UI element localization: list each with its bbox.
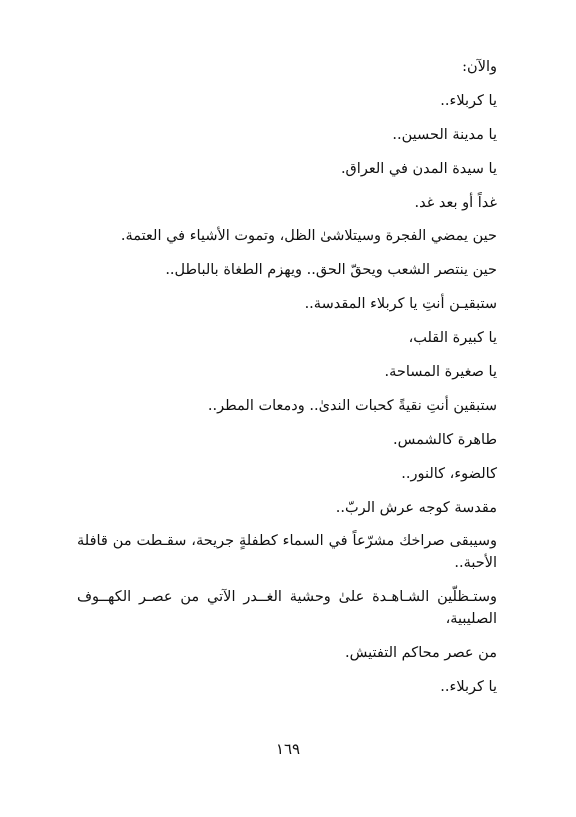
text-line: ستبقين أنتِ نقيةً كحبات الندىٰ.. ودمعات المطر..: [207, 397, 497, 414]
text-line: يا كربلاء..: [440, 92, 497, 109]
page-number: ١٦٩: [275, 740, 301, 758]
text-line: من عصر محاكم التفتيش.: [345, 645, 497, 662]
text-line: والآن:: [462, 59, 497, 75]
text-line: يا مدينة الحسين..: [392, 126, 497, 143]
text-line: يا كبيرة القلب،: [408, 330, 497, 347]
text-line: ستبقيـن أنتِ يا كربلاء المقدسة..: [304, 296, 497, 313]
text-line: يا كربلاء..: [440, 679, 497, 696]
text-line: غداً أو بعد غد.: [414, 194, 497, 211]
text-line: وسيبقى صراخك مشرّعاً في السماء كطفلةٍ جريحة، سقـطت من قافلة الأحبة..: [77, 533, 497, 572]
text-line: حين يمضي الفجرة وسيتلاشىٰ الظل، وتموت الأشياء في العتمة.: [120, 228, 497, 245]
text-line: مقدسة كوجه عرش الربّ..: [335, 499, 497, 516]
text-line: وستـظلّين الشـاهـدة علىٰ وحشية الغــدر الآتي من عصـر الكهــوف الصليبية،: [77, 589, 497, 628]
body-text: [77, 56, 497, 710]
text-line: طاهرة كالشمس.: [393, 431, 497, 448]
text-line: يا سيدة المدن في العراق.: [340, 160, 497, 177]
text-line: يا صغيرة المساحة.: [384, 364, 497, 381]
text-line: كالضوء، كالنور..: [401, 465, 497, 482]
text-line: حين ينتصر الشعب ويحقّ الحق.. ويهزم الطغاة بالباطل..: [165, 262, 497, 279]
